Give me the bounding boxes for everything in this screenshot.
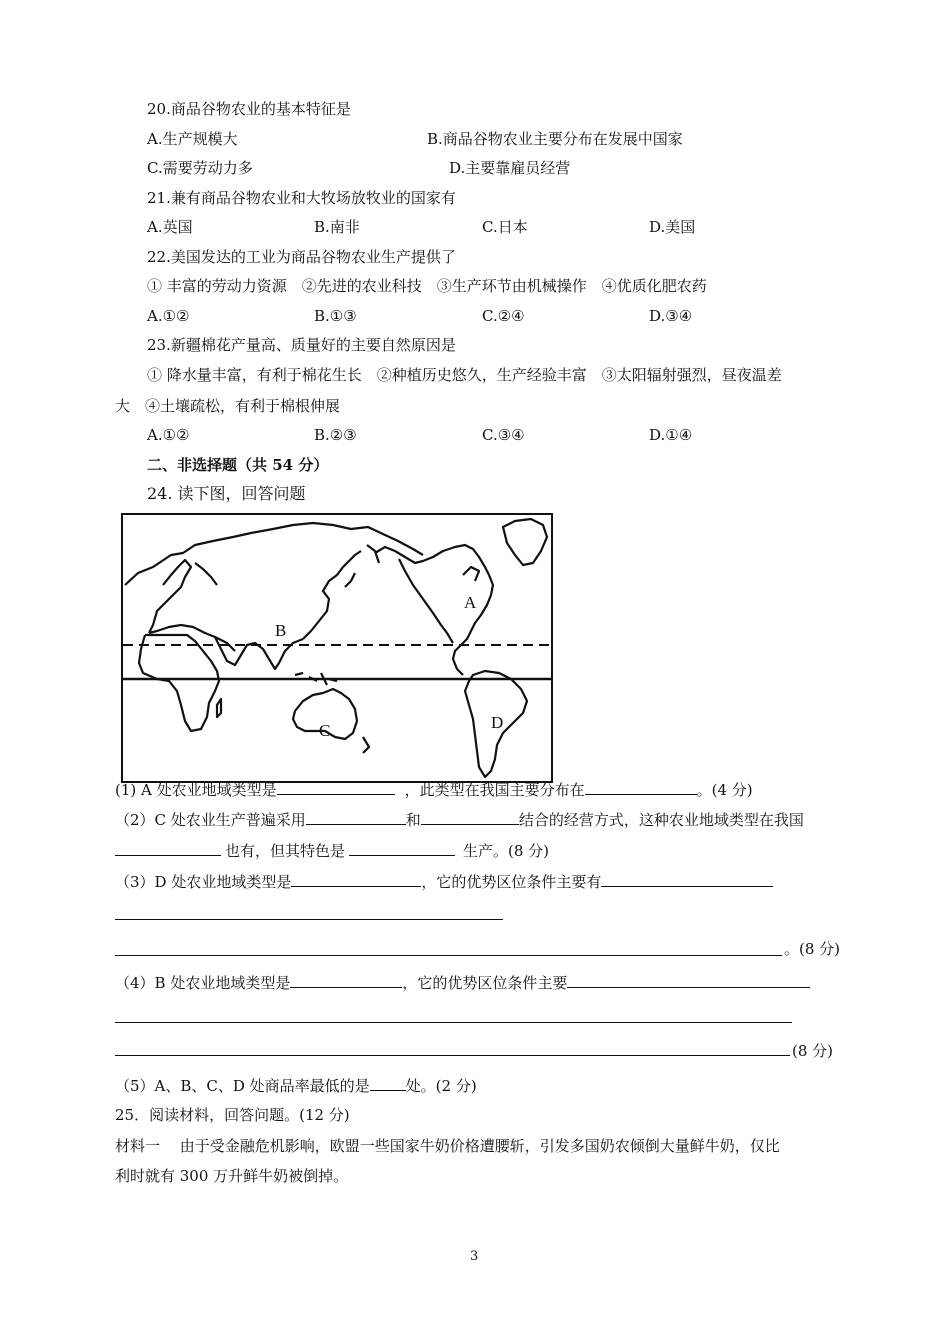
q23-stem: 23.新疆棉花产量高、质量好的主要自然原因是 (147, 336, 456, 354)
q24-part4-line1 (115, 973, 810, 993)
q24-part4-blank1[interactable] (290, 973, 402, 988)
q24-part1-text-b: ，此类型在我国主要分布在 (404, 781, 585, 799)
q24-part2-text-b: 和 (405, 811, 421, 829)
q20-option-d: D.主要靠雇员经营 (449, 159, 571, 177)
q21-stem: 21.兼有商品谷物农业和大牧场放牧业的国家有 (147, 189, 456, 207)
q21-option-c: C.日本 (482, 218, 528, 236)
q23-option-d: D.①④ (649, 426, 693, 444)
q23-option-a: A.①② (147, 426, 190, 444)
q22-option-a: A.①② (147, 307, 190, 325)
q24-part1-text-c: 。(4 分) (696, 781, 753, 799)
world-map-drawing (123, 515, 551, 781)
q24-part4-score: (8 分) (792, 1042, 834, 1060)
q24-part1-blank2[interactable] (585, 780, 697, 795)
q23-option-c: C.③④ (482, 426, 525, 444)
q20-option-c: C.需要劳动力多 (147, 159, 253, 177)
q22-option-c: C.②④ (482, 307, 525, 325)
map-label-c: C (319, 721, 331, 740)
q24-part2-blank4[interactable] (349, 841, 455, 856)
q24-part2-line1 (115, 810, 804, 830)
q24-part2-blank2[interactable] (421, 810, 519, 825)
q21-option-a: A.英国 (147, 218, 193, 236)
q24-part3-score: 。(8 分) (784, 940, 841, 958)
q25-stem: 25．阅读材料，回答问题。(12 分) (115, 1106, 350, 1124)
q24-part1 (115, 780, 753, 800)
q23-items-line2: 大 ④土壤疏松，有利于棉根伸展 (115, 397, 341, 415)
map-label-d: D (491, 713, 504, 732)
q24-part2-line2 (115, 841, 549, 861)
q20-stem: 20.商品谷物农业的基本特征是 (147, 100, 351, 118)
section-heading: 二、非选择题（共 54 分） (147, 456, 329, 474)
q24-part3-answer-line1[interactable] (115, 919, 503, 920)
q24-part2-text-c: 结合的经营方式，这种农业地域类型在我国 (518, 811, 804, 829)
q24-part2-text-d: 也有，但其特色是 (225, 842, 346, 860)
q24-part2-text-e: 生产。(8 分) (463, 842, 550, 860)
q24-part2-text-a: （2）C 处农业生产普遍采用 (115, 811, 306, 829)
q22-items: ① 丰富的劳动力资源 ②先进的农业科技 ③生产环节由机械操作 ④优质化肥农药 (147, 277, 707, 295)
q21-option-d: D.美国 (649, 218, 696, 236)
q24-part4-answer-line2[interactable] (115, 1055, 790, 1056)
q23-items-line1: ① 降水量丰富，有利于棉花生长 ②种植历史悠久，生产经验丰富 ③太阳辐射强烈，昼夜温差 (147, 366, 782, 384)
q20-option-b: B.商品谷物农业主要分布在发展中国家 (427, 130, 683, 148)
world-map (121, 513, 553, 783)
map-label-b: B (275, 621, 287, 640)
q24-part3-line1 (115, 872, 773, 892)
q20-option-a: A.生产规模大 (147, 130, 238, 148)
q24-part5-text-b: 处。(2 分) (405, 1077, 477, 1095)
q24-part3-text-a: （3）D 处农业地域类型是 (115, 873, 292, 891)
q24-part3-text-b: ，它的优势区位条件主要有 (421, 873, 602, 891)
map-label-a: A (464, 593, 477, 612)
q24-part1-text-a: (1) A 处农业地域类型是 (115, 781, 277, 799)
q22-option-d: D.③④ (649, 307, 693, 325)
q24-part5-text-a: （5）A、B、C、D 处商品率最低的是 (115, 1077, 370, 1095)
q24-part1-blank1[interactable] (277, 780, 395, 795)
q25-material1-line1: 材料一 由于受金融危机影响，欧盟一些国家牛奶价格遭腰斩，引发多国奶农倾倒大量鲜牛奶，仅比 (115, 1137, 780, 1155)
q24-part4-text-a: （4）B 处农业地域类型是 (115, 974, 291, 992)
q24-part5-blank[interactable] (370, 1076, 406, 1091)
q23-option-b: B.②③ (314, 426, 357, 444)
q22-stem: 22.美国发达的工业为商品谷物农业生产提供了 (147, 248, 456, 266)
q24-part2-blank3[interactable] (115, 841, 221, 856)
q24-part4-blank2[interactable] (567, 973, 810, 988)
q24-part4-answer-line1[interactable] (115, 1022, 792, 1023)
q25-material1-line2: 利时就有 300 万升鲜牛奶被倒掉。 (115, 1167, 349, 1185)
q24-part5 (115, 1076, 477, 1096)
page-number: 3 (470, 1249, 479, 1264)
q24-part3-blank1[interactable] (291, 872, 421, 887)
q24-part4-text-b: ，它的优势区位条件主要 (402, 974, 568, 992)
q24-stem: 24. 读下图，回答问题 (147, 484, 306, 503)
q24-part3-answer-line2[interactable] (115, 955, 782, 956)
q24-part2-blank1[interactable] (306, 810, 406, 825)
q24-part3-blank2[interactable] (601, 872, 773, 887)
q22-option-b: B.①③ (314, 307, 357, 325)
q21-option-b: B.南非 (314, 218, 360, 236)
